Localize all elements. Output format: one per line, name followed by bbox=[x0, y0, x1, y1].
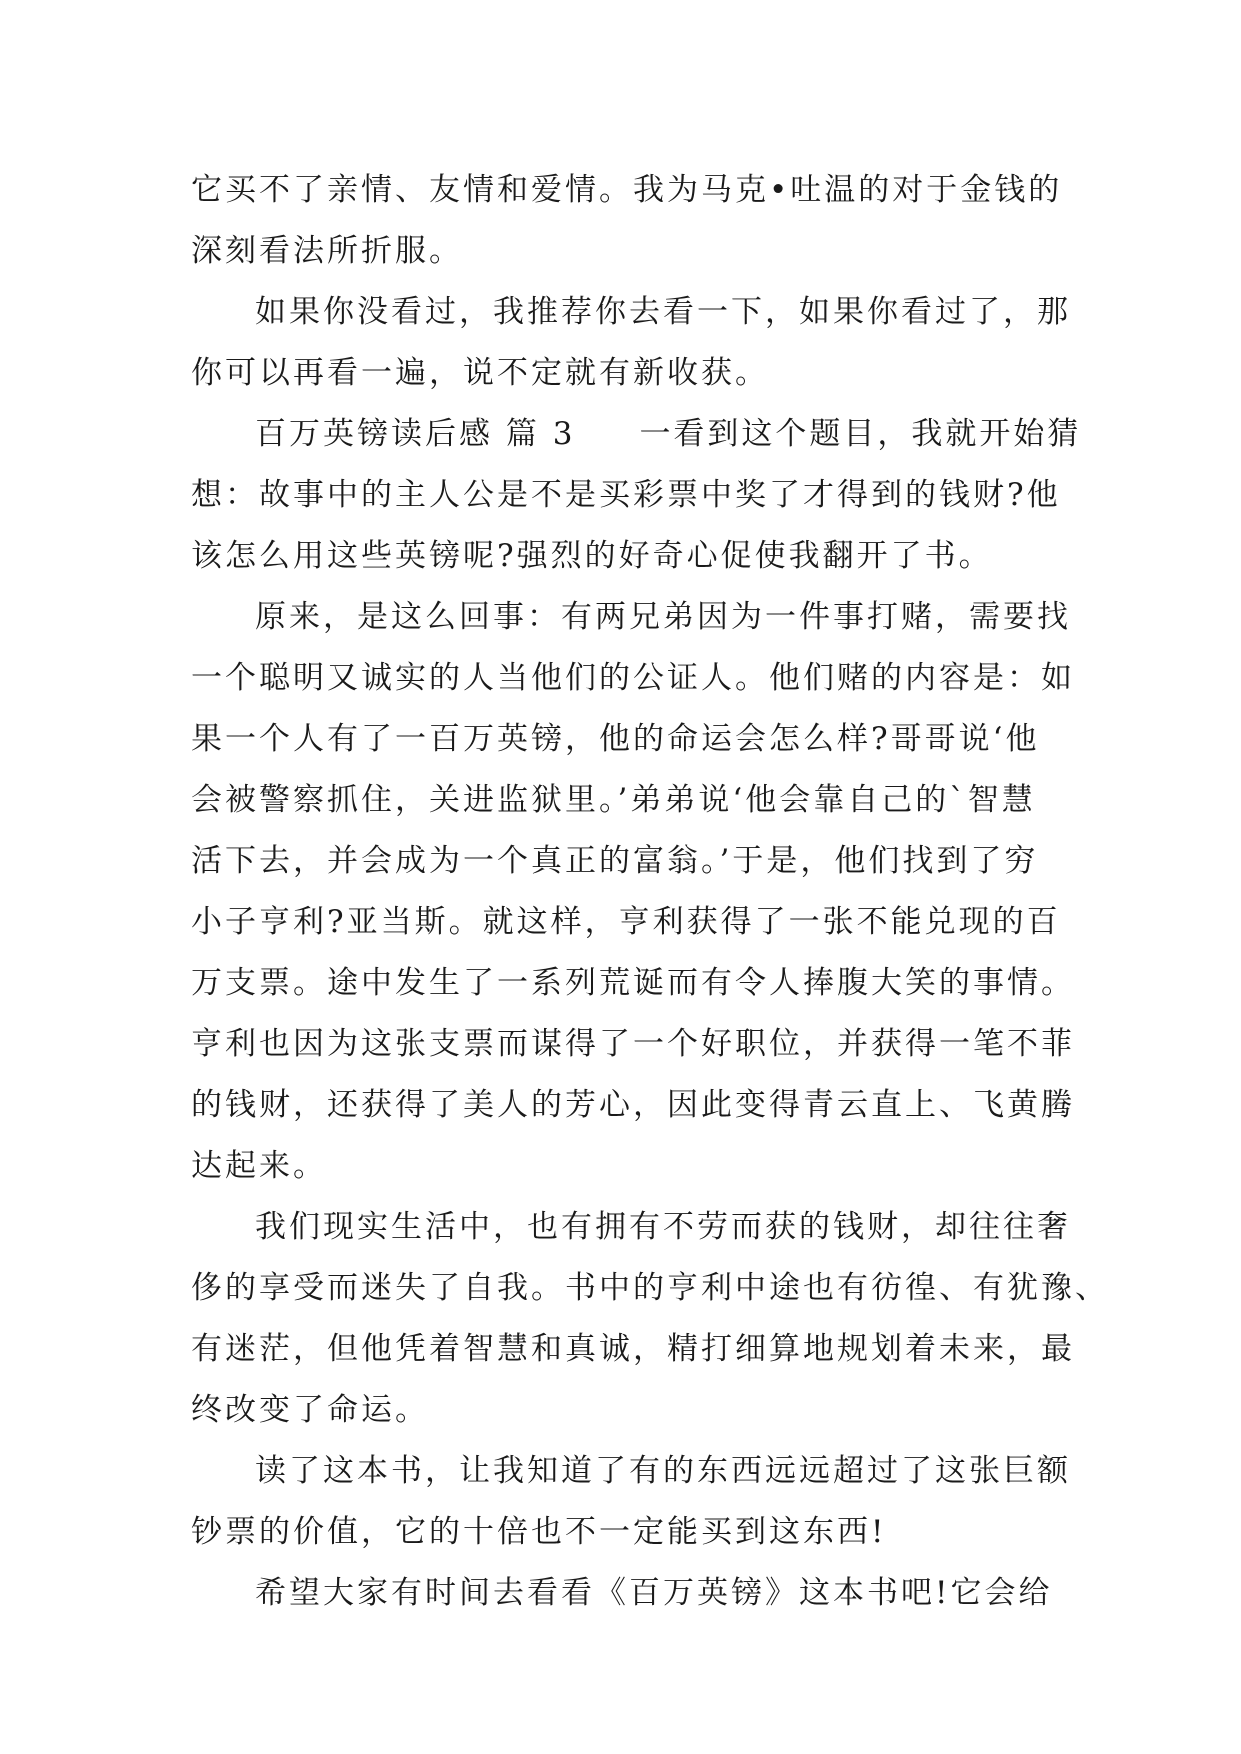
text-line: 小子亨利?亚当斯。就这样，亨利获得了一张不能兑现的百 bbox=[191, 904, 1061, 940]
text-line: 亨利也因为这张支票而谋得了一个好职位，并获得一笔不菲 bbox=[191, 1026, 1075, 1062]
document-body bbox=[191, 160, 1109, 1624]
text-line: 的钱财，还获得了美人的芳心，因此变得青云直上、飞黄腾 bbox=[191, 1087, 1075, 1123]
text-line: 终改变了命运。 bbox=[191, 1392, 429, 1428]
text-line: 达起来。 bbox=[191, 1148, 327, 1184]
section-heading: 百万英镑读后感 篇 3 bbox=[255, 416, 576, 452]
text-line: 钞票的价值，它的十倍也不一定能买到这东西! bbox=[191, 1514, 887, 1550]
text-line: 深刻看法所折服。 bbox=[191, 233, 463, 269]
text-line: 侈的享受而迷失了自我。书中的亨利中途也有彷徨、有犹豫、 bbox=[191, 1270, 1109, 1306]
text-line: 读了这本书，让我知道了有的东西远远超过了这张巨额 bbox=[255, 1453, 1071, 1489]
text-line: 果一个人有了一百万英镑，他的命运会怎么样?哥哥说‘他 bbox=[191, 721, 1040, 757]
text-line: 想：故事中的主人公是不是买彩票中奖了才得到的钱财?他 bbox=[191, 477, 1061, 513]
text-line: 它买不了亲情、友情和爱情。我为马克•吐温的对于金钱的 bbox=[191, 172, 1063, 208]
text-line: 希望大家有时间去看看《百万英镑》这本书吧!它会给 bbox=[255, 1575, 1053, 1611]
text-line: 原来，是这么回事：有两兄弟因为一件事打赌，需要找 bbox=[255, 599, 1071, 635]
text-line: 一个聪明又诚实的人当他们的公证人。他们赌的内容是：如 bbox=[191, 660, 1075, 696]
text-line: 你可以再看一遍，说不定就有新收获。 bbox=[191, 355, 769, 391]
section-heading-line bbox=[191, 404, 1082, 465]
text-line: 如果你没看过，我推荐你去看一下，如果你看过了，那 bbox=[255, 294, 1071, 330]
text-line: 会被警察抓住，关进监狱里。’弟弟说‘他会靠自己的`智慧 bbox=[191, 782, 1036, 818]
text-line: 活下去，并会成为一个真正的富翁。’于是，他们找到了穷 bbox=[191, 843, 1039, 879]
text-line: 一看到这个题目，我就开始猜 bbox=[639, 416, 1082, 452]
text-line: 有迷茫，但他凭着智慧和真诚，精打细算地规划着未来，最 bbox=[191, 1331, 1075, 1367]
text-line: 万支票。途中发生了一系列荒诞而有令人捧腹大笑的事情。 bbox=[191, 965, 1075, 1001]
text-line: 我们现实生活中，也有拥有不劳而获的钱财，却往往奢 bbox=[255, 1209, 1071, 1245]
text-line: 该怎么用这些英镑呢?强烈的好奇心促使我翻开了书。 bbox=[191, 538, 993, 574]
